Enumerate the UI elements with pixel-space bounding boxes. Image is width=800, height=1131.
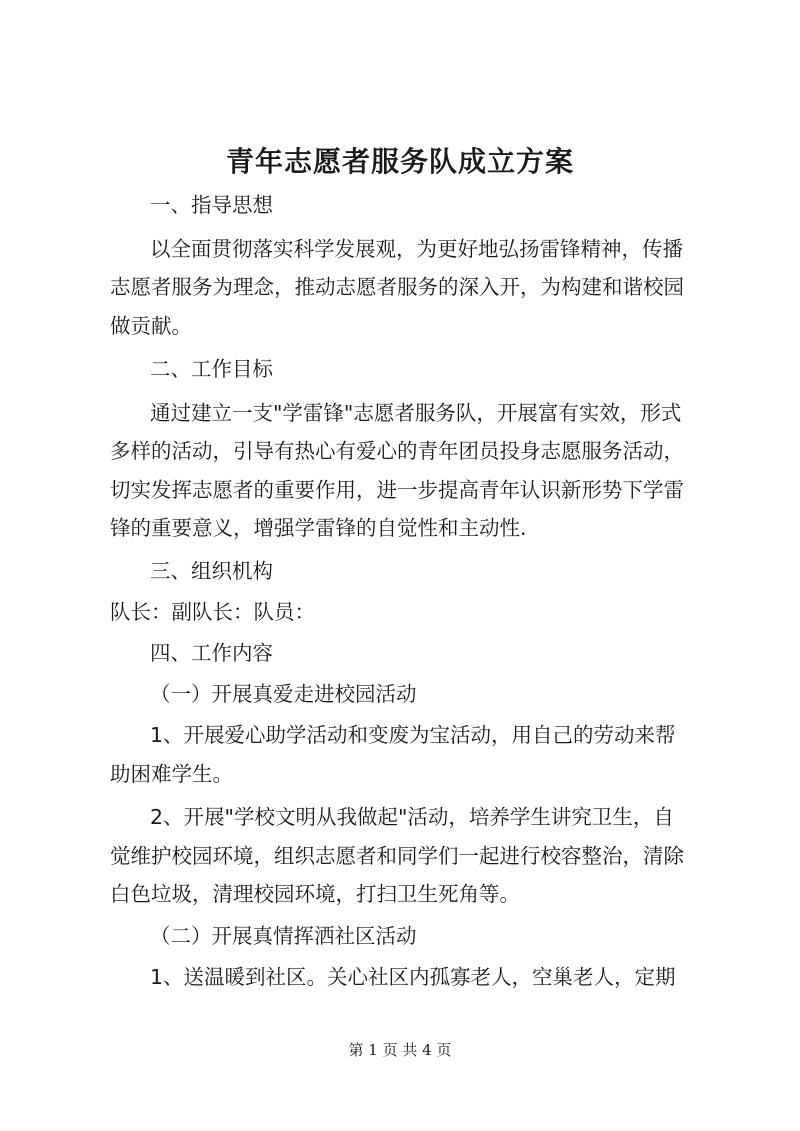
section-heading-work-content: 四、工作内容: [150, 641, 273, 665]
subsection-heading-campus: （一）开展真爱走进校园活动: [150, 682, 417, 706]
subsection-heading-community: （二）开展真情挥洒社区活动: [150, 924, 417, 948]
paragraph-line: 觉维护校园环境，组织志愿者和同学们一起进行校容整治，清除: [110, 844, 684, 868]
paragraph-line: 多样的活动，引导有热心有爱心的青年团员投身志愿服务活动，: [110, 439, 684, 463]
paragraph-line: 切实发挥志愿者的重要作用，进一步提高青年认识新形势下学雷: [110, 478, 684, 502]
paragraph-line: 助困难学生。: [110, 762, 233, 786]
paragraph-line: 队长：副队长：队员：: [110, 600, 315, 624]
section-heading-guiding-ideology: 一、指导思想: [150, 193, 273, 217]
paragraph-line: 志愿者服务为理念，推动志愿者服务的深入开，为构建和谐校园: [110, 275, 684, 299]
section-heading-organization: 三、组织机构: [150, 559, 273, 583]
paragraph-line: 1、送温暖到社区。关心社区内孤寡老人，空巢老人，定期: [150, 965, 676, 989]
paragraph-line: 2、开展"学校文明从我做起"活动，培养学生讲究卫生，自: [150, 805, 674, 829]
paragraph-line: 锋的重要意义，增强学雷锋的自觉性和主动性.: [110, 516, 527, 540]
page-footer: 第 1 页 共 4 页: [348, 1041, 452, 1059]
paragraph-line: 做贡献。: [110, 314, 192, 338]
paragraph-line: 白色垃圾，清理校园环境，打扫卫生死角等。: [110, 882, 520, 906]
document-title: 青年志愿者服务队成立方案: [225, 145, 574, 178]
paragraph-line: 1、开展爱心助学活动和变废为宝活动，用自己的劳动来帮: [150, 723, 676, 747]
paragraph-line: 以全面贯彻落实科学发展观，为更好地弘扬雷锋精神，传播: [150, 237, 683, 261]
paragraph-line: 通过建立一支"学雷锋"志愿者服务队，开展富有实效，形式: [150, 401, 682, 425]
section-heading-work-goals: 二、工作目标: [150, 357, 273, 381]
